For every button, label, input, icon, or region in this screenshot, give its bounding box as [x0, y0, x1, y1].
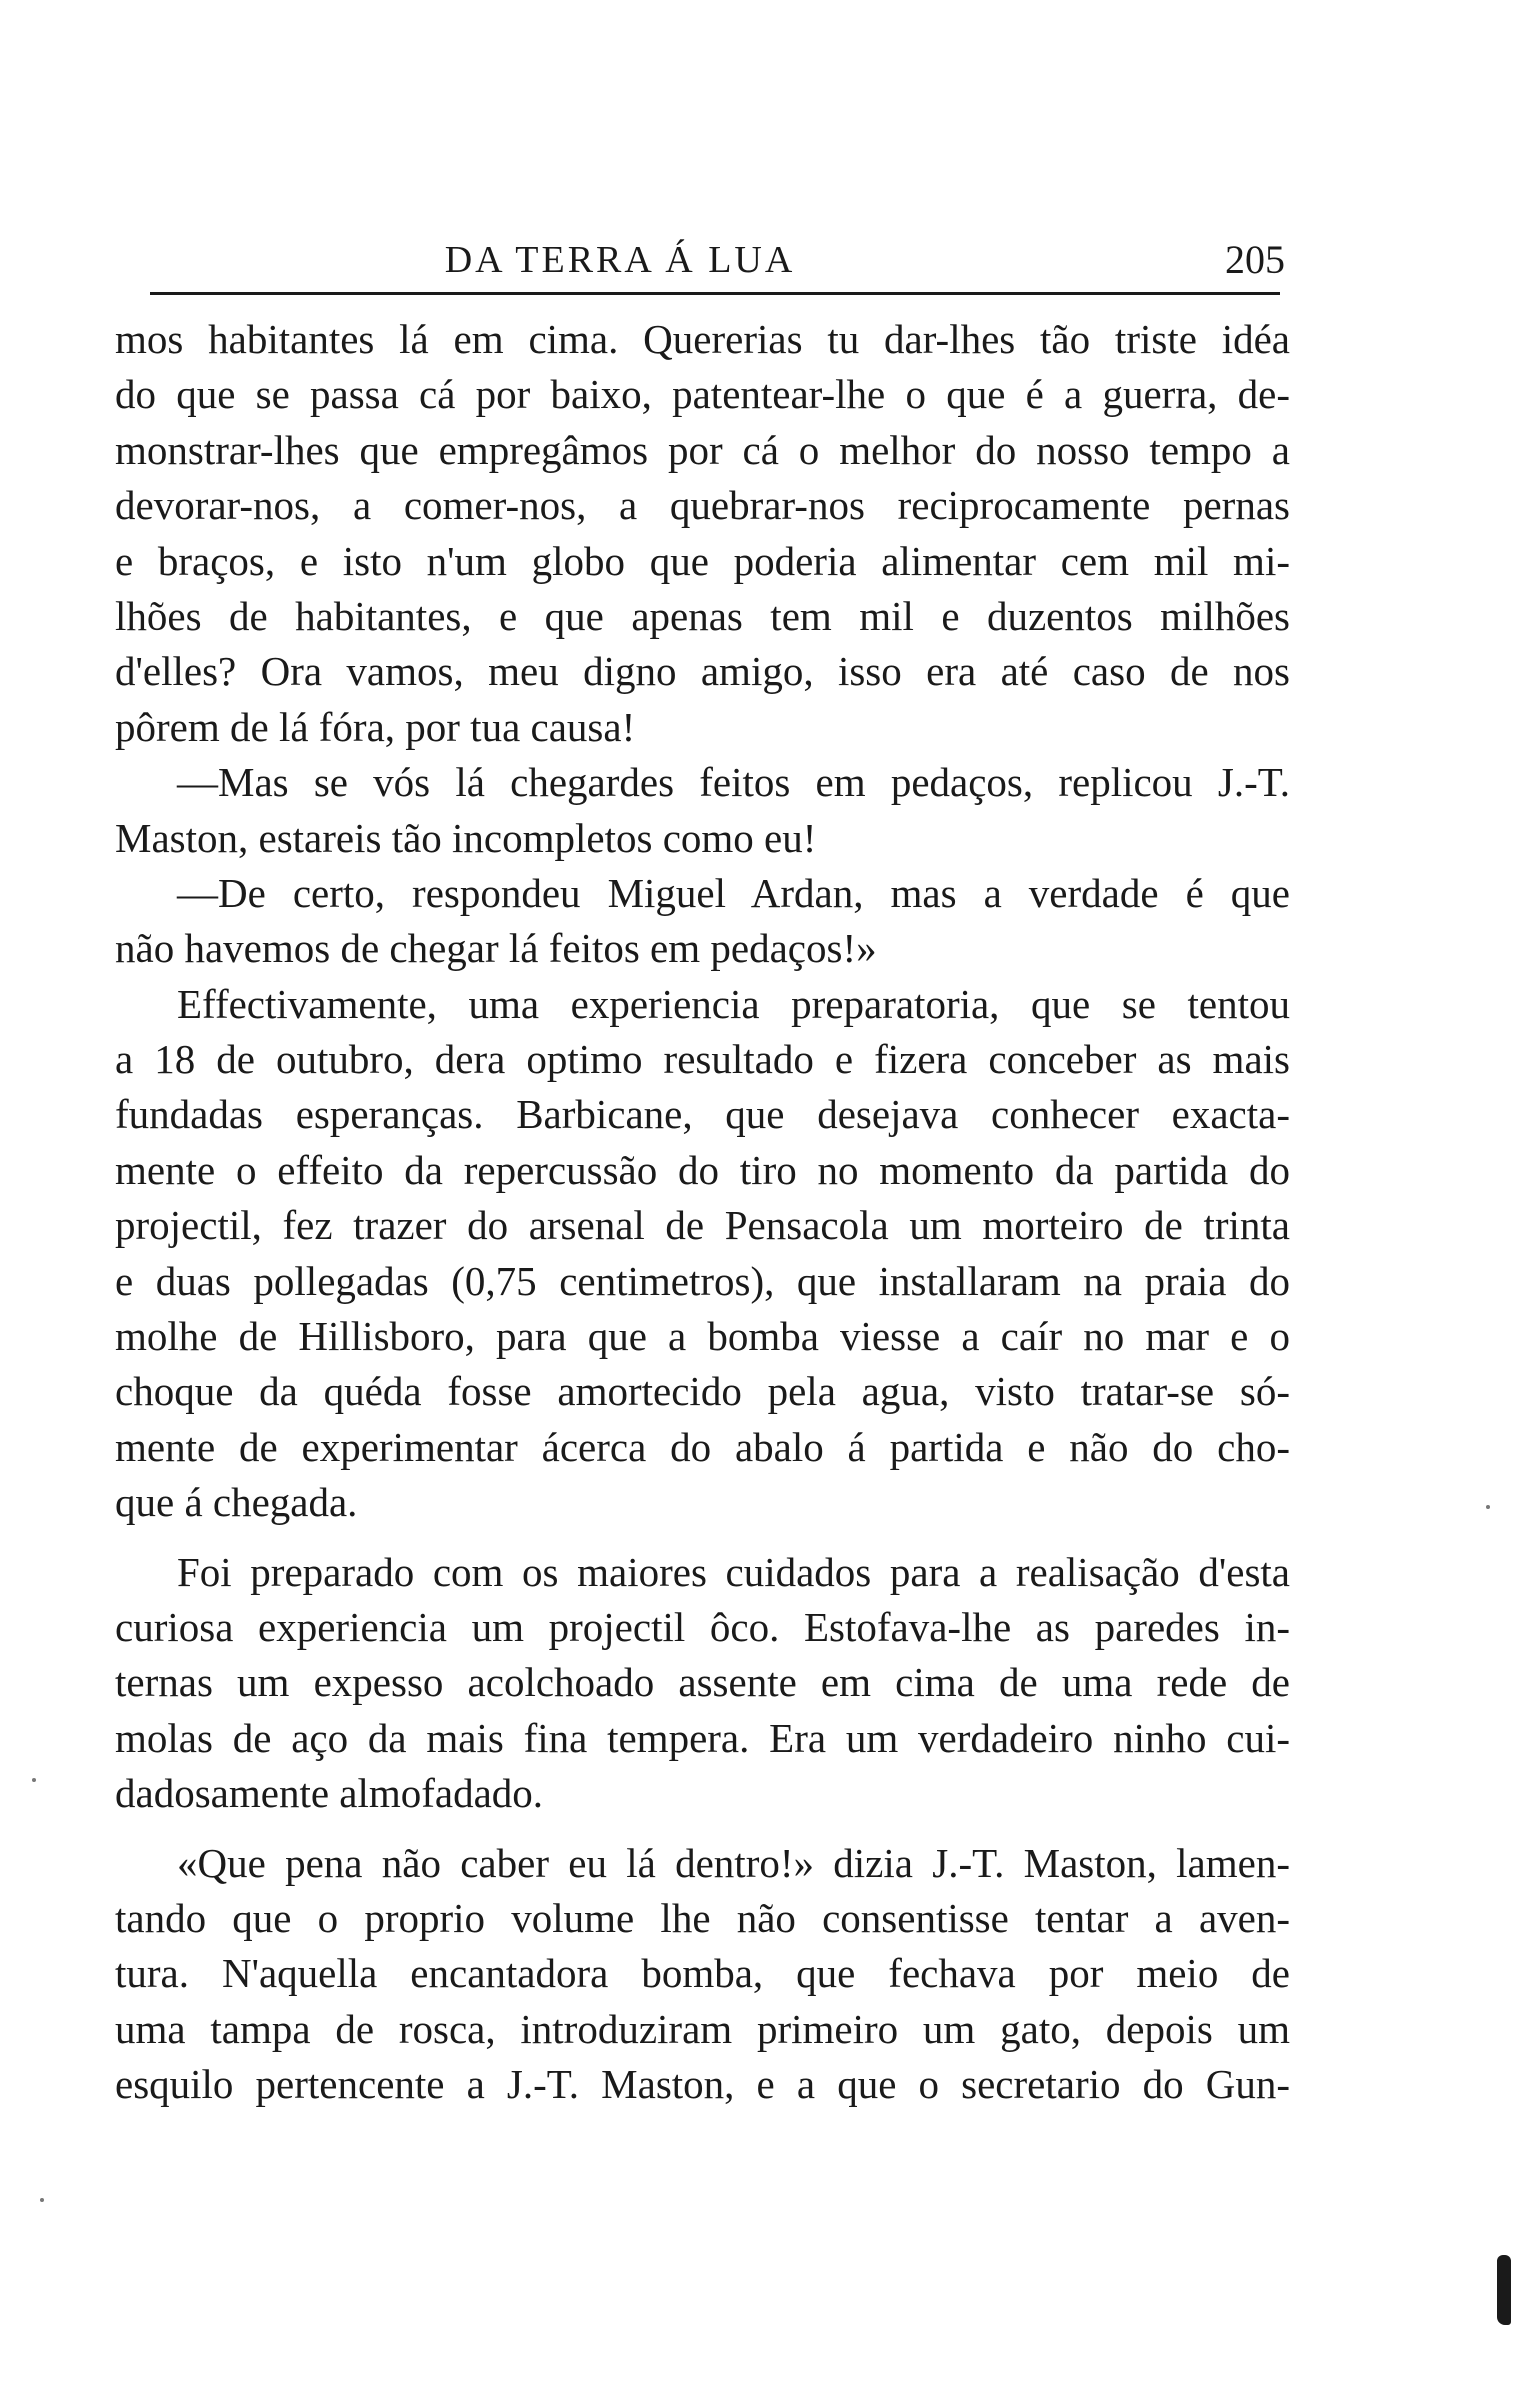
text-line: não havemos de chegar lá feitos em pedaços!» [115, 925, 877, 972]
running-head [125, 230, 1285, 290]
text-line: mente de experimentar ácerca do abalo á partida e não do cho- [115, 1423, 1290, 1470]
text-line: lhões de habitantes, e que apenas tem mil e duzentos milhões [115, 592, 1290, 639]
text-line: Maston, estareis tão incompletos como eu! [115, 814, 817, 861]
text-line: curiosa experiencia um projectil ôco. Estofava-lhe as paredes in- [115, 1603, 1290, 1650]
margin-speck [40, 2198, 44, 2202]
text-line: e duas pollegadas (0,75 centimetros), que installaram na praia do [115, 1257, 1290, 1304]
text-line: que á chegada. [115, 1479, 358, 1526]
margin-speck [32, 1778, 36, 1782]
text-line: esquilo pertencente a J.-T. Maston, e a que o secretario do Gun- [115, 2061, 1290, 2108]
text-line: d'elles? Ora vamos, meu digno amigo, isso era até caso de nos [115, 648, 1290, 695]
text-line: uma tampa de rosca, introduziram primeiro um gato, depois um [115, 2005, 1290, 2052]
text-line: pôrem de lá fóra, por tua causa! [115, 703, 636, 750]
text-line: tura. N'aquella encantadora bomba, que fechava por meio de [115, 1950, 1290, 1997]
paragraph-gap [115, 1531, 1290, 1545]
text-line: monstrar-lhes que empregâmos por cá o melhor do nosso tempo a [115, 426, 1290, 473]
text-line: Foi preparado com os maiores cuidados para a realisação d'esta [177, 1548, 1290, 1595]
text-line: a 18 de outubro, dera optimo resultado e fizera conceber as mais [115, 1036, 1290, 1083]
body-text [115, 312, 1290, 2113]
text-line: —Mas se vós lá chegardes feitos em pedaços, replicou J.-T. [177, 759, 1290, 806]
text-line: molhe de Hillisboro, para que a bomba viesse a caír no mar e o [115, 1313, 1290, 1360]
margin-speck [1486, 1505, 1490, 1509]
text-line: —De certo, respondeu Miguel Ardan, mas a verdade é que [177, 869, 1290, 916]
text-line: dadosamente almofadado. [115, 1770, 544, 1817]
text-line: molas de aço da mais fina tempera. Era um verdadeiro ninho cui- [115, 1714, 1290, 1761]
margin-ink-mark [1497, 2255, 1511, 2325]
text-line: «Que pena não caber eu lá dentro!» dizia J.-T. Maston, lamen- [177, 1839, 1290, 1886]
text-line: tando que o proprio volume lhe não consentisse tentar a aven- [115, 1894, 1290, 1941]
text-line: e braços, e isto n'um globo que poderia alimentar cem mil mi- [115, 537, 1290, 584]
paragraph-gap [115, 1822, 1290, 1836]
header-rule [150, 292, 1280, 295]
text-line: choque da quéda fosse amortecido pela agua, visto tratar-se só- [115, 1368, 1290, 1415]
page-number: 205 [1225, 237, 1285, 282]
text-line: mos habitantes lá em cima. Quererias tu dar-lhes tão triste idéa [115, 316, 1290, 362]
running-title: DA TERRA Á LUA [444, 239, 796, 281]
text-line: mente o effeito da repercussão do tiro no momento da partida do [115, 1146, 1290, 1193]
text-line: Effectivamente, uma experiencia preparatoria, que se tentou [177, 980, 1290, 1027]
text-line: do que se passa cá por baixo, patentear-lhe o que é a guerra, de- [115, 371, 1290, 418]
text-line: devorar-nos, a comer-nos, a quebrar-nos reciprocamente pernas [115, 482, 1290, 529]
text-line: ternas um expesso acolchoado assente em cima de uma rede de [115, 1659, 1290, 1706]
text-line: projectil, fez trazer do arsenal de Pensacola um morteiro de trinta [115, 1202, 1290, 1249]
text-line: fundadas esperanças. Barbicane, que desejava conhecer exacta- [115, 1091, 1290, 1138]
